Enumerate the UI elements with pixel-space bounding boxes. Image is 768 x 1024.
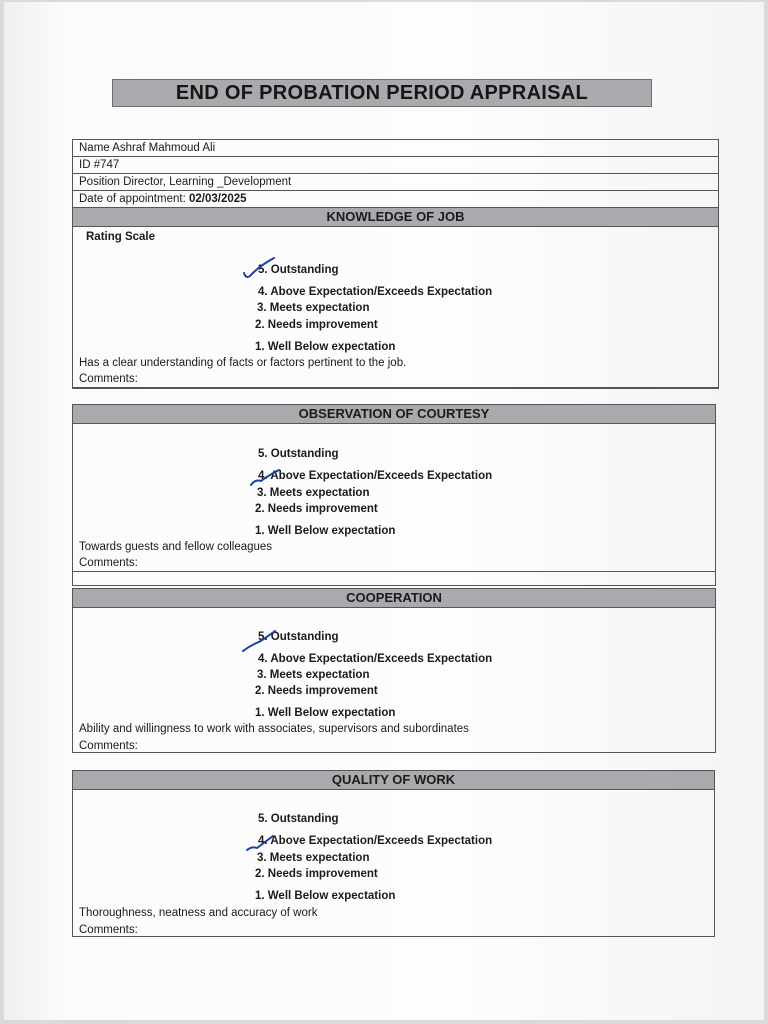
comments-label: Comments: [79,557,138,569]
appraisal-box-4 [72,770,715,937]
employee-id: ID #747 [73,157,718,174]
option-outstanding: 5. Outstanding [258,813,339,825]
employee-position: Position Director, Learning _Development [73,174,718,191]
checkmark-icon [241,257,277,281]
appointment-date-value: 02/03/2025 [188,193,247,205]
appraisal-box-1 [72,139,719,389]
option-above-expectation: 4. Above Expectation/Exceeds Expectation [258,470,493,482]
page-title: END OF PROBATION PERIOD APPRAISAL [112,79,652,107]
section-description: Thoroughness, neatness and accuracy of work [79,907,318,919]
rating-scale-label: Rating Scale [86,231,156,243]
appointment-date-label: Date of appointment: [79,193,189,205]
option-above-expectation: 4. Above Expectation/Exceeds Expectation [258,286,493,298]
checkmark-icon [249,465,285,489]
option-needs-improvement: 2. Needs improvement [255,685,378,697]
option-outstanding: 5. Outstanding [258,264,339,276]
section-title-cooperation: COOPERATION [73,589,715,608]
section-title-quality: QUALITY OF WORK [73,771,714,790]
comments-label: Comments: [79,740,138,752]
option-well-below: 1. Well Below expectation [255,707,396,719]
option-meets-expectation: 3. Meets expectation [257,302,370,314]
option-meets-expectation: 3. Meets expectation [257,669,370,681]
option-meets-expectation: 3. Meets expectation [257,487,370,499]
section-description: Ability and willingness to work with associates, supervisors and subordinates [79,723,469,735]
appointment-date [73,191,718,208]
option-needs-improvement: 2. Needs improvement [255,868,378,880]
option-well-below: 1. Well Below expectation [255,341,396,353]
option-well-below: 1. Well Below expectation [255,890,396,902]
divider [73,387,718,388]
section-title-knowledge: KNOWLEDGE OF JOB [73,208,718,227]
appraisal-box-2 [72,404,716,586]
section-title-courtesy: OBSERVATION OF COURTESY [73,405,715,424]
checkmark-icon [245,832,281,856]
section-description: Has a clear understanding of facts or factors pertinent to the job. [79,357,407,369]
option-well-below: 1. Well Below expectation [255,525,396,537]
comments-label: Comments: [79,924,138,936]
section-description: Towards guests and fellow colleagues [79,541,273,553]
option-above-expectation: 4. Above Expectation/Exceeds Expectation [258,835,493,847]
employee-name: Name Ashraf Mahmoud Ali [73,140,718,157]
option-outstanding: 5. Outstanding [258,631,339,643]
checkmark-icon [241,627,277,651]
comments-label: Comments: [79,373,138,385]
appraisal-box-3 [72,588,716,753]
option-meets-expectation: 3. Meets expectation [257,852,370,864]
option-needs-improvement: 2. Needs improvement [255,319,378,331]
option-needs-improvement: 2. Needs improvement [255,503,378,515]
option-outstanding: 5. Outstanding [258,448,339,460]
option-above-expectation: 4. Above Expectation/Exceeds Expectation [258,653,493,665]
divider [73,571,715,572]
